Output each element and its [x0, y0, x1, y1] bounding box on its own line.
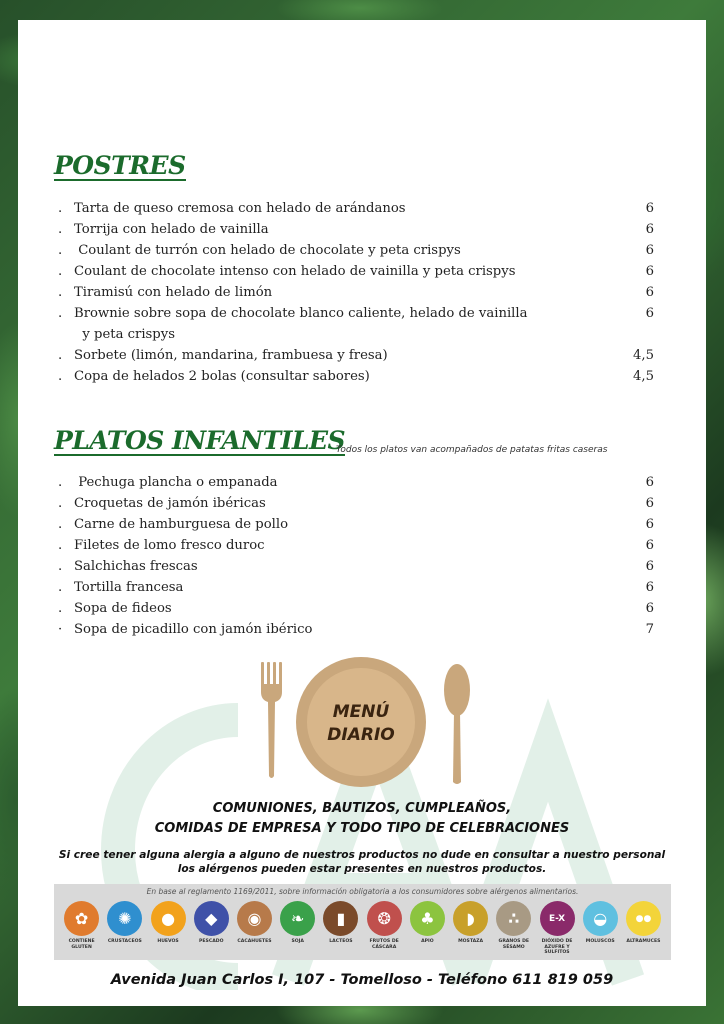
allergen-item: [276, 901, 319, 956]
infantiles-note: Todos los platos van acompañados de patatas fritas caseras: [336, 445, 608, 455]
menu-item: [58, 303, 654, 324]
allergen-glyph: ❂: [377, 909, 391, 928]
menu-item-name: Filetes de lomo fresco duroc: [74, 538, 265, 553]
menu-item: [58, 324, 654, 345]
menu-item-bullet: .: [58, 496, 63, 511]
infantiles-title: PLATOS INFANTILES: [54, 426, 346, 455]
allergy-notice-line-2: los alérgenos pueden estar presentes en nuestros productos.: [177, 863, 547, 875]
allergen-label: CACAHUETES: [237, 939, 272, 944]
menu-item: [58, 556, 654, 577]
menu-item-name: Tortilla francesa: [74, 580, 184, 595]
allergen-label: LACTEOS: [329, 939, 353, 944]
allergen-glyph: E-X: [548, 913, 566, 924]
menu-item: [58, 493, 654, 514]
allergen-glyph: ✿: [74, 909, 89, 928]
allergen-item: [579, 901, 622, 956]
allergen-label: CRUSTACEOS: [107, 939, 142, 944]
menu-item-price: 6: [645, 580, 654, 595]
menu-item-name: Coulant de turrón con helado de chocolate y peta crispys: [74, 243, 461, 258]
menu-item: [58, 366, 654, 387]
plate-text-diario: DIARIO: [327, 725, 395, 745]
postres-title: POSTRES: [54, 151, 186, 180]
menu-item-price: 6: [645, 538, 654, 553]
menu-item: [58, 282, 654, 303]
events-line-1: COMUNIONES, BAUTIZOS, CUMPLEAÑOS,: [212, 801, 512, 816]
allergy-notice-line-1: Si cree tener alguna alergia a alguno de nuestros productos no dude en consultar a nuestro personal: [58, 849, 666, 861]
allergen-item: [535, 901, 578, 956]
allergen-label: APIO: [421, 939, 434, 944]
allergen-glyph: ∴: [508, 909, 520, 928]
menu-item: [58, 198, 654, 219]
menu-item-name: Salchichas frescas: [74, 559, 198, 574]
nut-icon: [367, 901, 402, 936]
crab-icon: [107, 901, 142, 936]
menu-item: [58, 345, 654, 366]
allergen-item: [406, 901, 449, 956]
allergen-glyph: ◆: [205, 909, 218, 928]
allergen-glyph: ◗: [466, 909, 475, 928]
wheat-icon: [64, 901, 99, 936]
allergen-glyph: ●●: [635, 913, 652, 924]
address-footer: Avenida Juan Carlos I, 107 - Tomelloso - Teléfono 611 819 059: [110, 972, 614, 988]
allergen-label: GRANOS DE SÉSAMO: [498, 939, 530, 950]
menu-item: [58, 472, 654, 493]
allergen-label: DIÓXIDO DE AZUFRE Y SULFITOS: [541, 939, 573, 955]
menu-item-name: Carne de hamburguesa de pollo: [74, 517, 289, 532]
menu-item-price: 6: [645, 496, 654, 511]
menu-item-price: 6: [645, 601, 654, 616]
menu-item-price: [630, 324, 654, 345]
peanut-icon: [237, 901, 272, 936]
allergen-panel: [54, 884, 671, 960]
egg-icon: [151, 901, 186, 936]
allergen-item: [60, 901, 103, 956]
menu-item-name: Sopa de picadillo con jamón ibérico: [74, 622, 313, 637]
allergen-label: MOLUSCOS: [585, 939, 615, 944]
menu-item-price: 6: [645, 559, 654, 574]
allergen-item: [233, 901, 276, 956]
menu-item: [58, 219, 654, 240]
menu-item: [58, 261, 654, 282]
allergen-item: [449, 901, 492, 956]
menu-item-bullet: .: [58, 517, 63, 532]
allergen-label: ALTRAMUCES: [626, 939, 661, 944]
sesame-icon: [496, 901, 531, 936]
menu-item-bullet: ·: [58, 622, 63, 637]
menu-item-name: Copa de helados 2 bolas (consultar sabores): [74, 369, 370, 384]
menu-item-name: Tiramisú con helado de limón: [74, 285, 273, 300]
menu-item-price: 6: [645, 475, 654, 490]
menu-item-price: 4,5: [633, 348, 654, 363]
menu-item-bullet: .: [58, 348, 63, 363]
allergen-label: HUEVOS: [157, 939, 179, 944]
allergen-item: [190, 901, 233, 956]
menu-item-price: 6: [645, 306, 654, 321]
menu-item-price: 6: [645, 222, 654, 237]
menu-item-name: Sopa de fideos: [74, 601, 172, 616]
sulphite-icon: [540, 901, 575, 936]
menu-item-bullet: .: [58, 222, 63, 237]
menu-item: [58, 619, 654, 640]
milk-icon: [323, 901, 358, 936]
menu-item-bullet: .: [58, 475, 63, 490]
allergen-glyph: ◉: [247, 909, 262, 928]
menu-item: [58, 598, 654, 619]
lupin-icon: [626, 901, 661, 936]
menu-item-name: y peta crispys: [74, 327, 175, 342]
menu-item-bullet: .: [58, 369, 63, 384]
menu-item: [58, 240, 654, 261]
menu-item-bullet: .: [58, 601, 63, 616]
menu-item-bullet: .: [58, 559, 63, 574]
menu-item-name: Croquetas de jamón ibéricas: [74, 496, 266, 511]
menu-item: [58, 577, 654, 598]
allergen-glyph: ●: [161, 909, 176, 928]
mustard-icon: [453, 901, 488, 936]
menu-item-name: Pechuga plancha o empanada: [74, 475, 278, 490]
allergen-glyph: ❧: [291, 909, 305, 928]
infantiles-list: [58, 472, 654, 640]
allergen-row: [60, 901, 665, 956]
menu-item: [58, 535, 654, 556]
menu-item-price: 6: [645, 517, 654, 532]
soy-icon: [280, 901, 315, 936]
allergen-label: FRUTOS DE CÁSCARA: [369, 939, 399, 950]
mollusc-icon: [583, 901, 618, 936]
allergen-label: CONTIENE GLUTEN: [68, 939, 95, 950]
menu-item-price: 6: [645, 285, 654, 300]
menu-item-name: Brownie sobre sopa de chocolate blanco caliente, helado de vainilla: [74, 306, 528, 321]
allergen-glyph: ◒: [593, 909, 608, 928]
allergen-caption: En base al reglamento 1169/2011, sobre información obligatoria a los consumidores sobre alérgenos alimentarios.: [146, 887, 579, 896]
menu-item-name: Tarta de queso cremosa con helado de arándanos: [74, 201, 406, 216]
menu-item-price: 6: [645, 201, 654, 216]
menu-item-bullet: .: [58, 201, 63, 216]
menu-item-bullet: .: [58, 306, 63, 321]
allergen-item: [319, 901, 362, 956]
menu-item-bullet: .: [58, 285, 63, 300]
fish-icon: [194, 901, 229, 936]
menu-item-bullet: .: [58, 243, 63, 258]
menu-item: [58, 514, 654, 535]
allergen-item: [146, 901, 189, 956]
allergen-label: PESCADO: [199, 939, 224, 944]
allergen-label: MOSTAZA: [458, 939, 484, 944]
menu-item-price: 4,5: [633, 369, 654, 384]
allergen-item: [622, 901, 665, 956]
plate-text-menu: MENÚ: [332, 702, 390, 722]
menu-item-name: Torrija con helado de vainilla: [74, 222, 269, 237]
allergen-label: SOJA: [291, 939, 304, 944]
postres-list: [58, 198, 654, 387]
menu-item-name: Sorbete (limón, mandarina, frambuesa y fresa): [74, 348, 388, 363]
events-line-2: COMIDAS DE EMPRESA Y TODO TIPO DE CELEBRACIONES: [154, 821, 570, 836]
menu-item-bullet: .: [58, 580, 63, 595]
allergen-item: [363, 901, 406, 956]
allergen-glyph: ✺: [118, 909, 132, 928]
allergen-item: [103, 901, 146, 956]
celery-icon: [410, 901, 445, 936]
allergen-item: [492, 901, 535, 956]
menu-item-price: 6: [645, 264, 654, 279]
allergen-glyph: ▮: [336, 909, 346, 928]
menu-item-price: 7: [645, 622, 654, 637]
allergen-glyph: ♣: [420, 909, 435, 928]
menu-sheet: [18, 20, 706, 1006]
menu-item-bullet: .: [58, 264, 63, 279]
menu-item-name: Coulant de chocolate intenso con helado de vainilla y peta crispys: [74, 264, 516, 279]
menu-diario-emblem: [261, 656, 481, 788]
menu-item-price: 6: [645, 243, 654, 258]
menu-item-bullet: .: [58, 538, 63, 553]
